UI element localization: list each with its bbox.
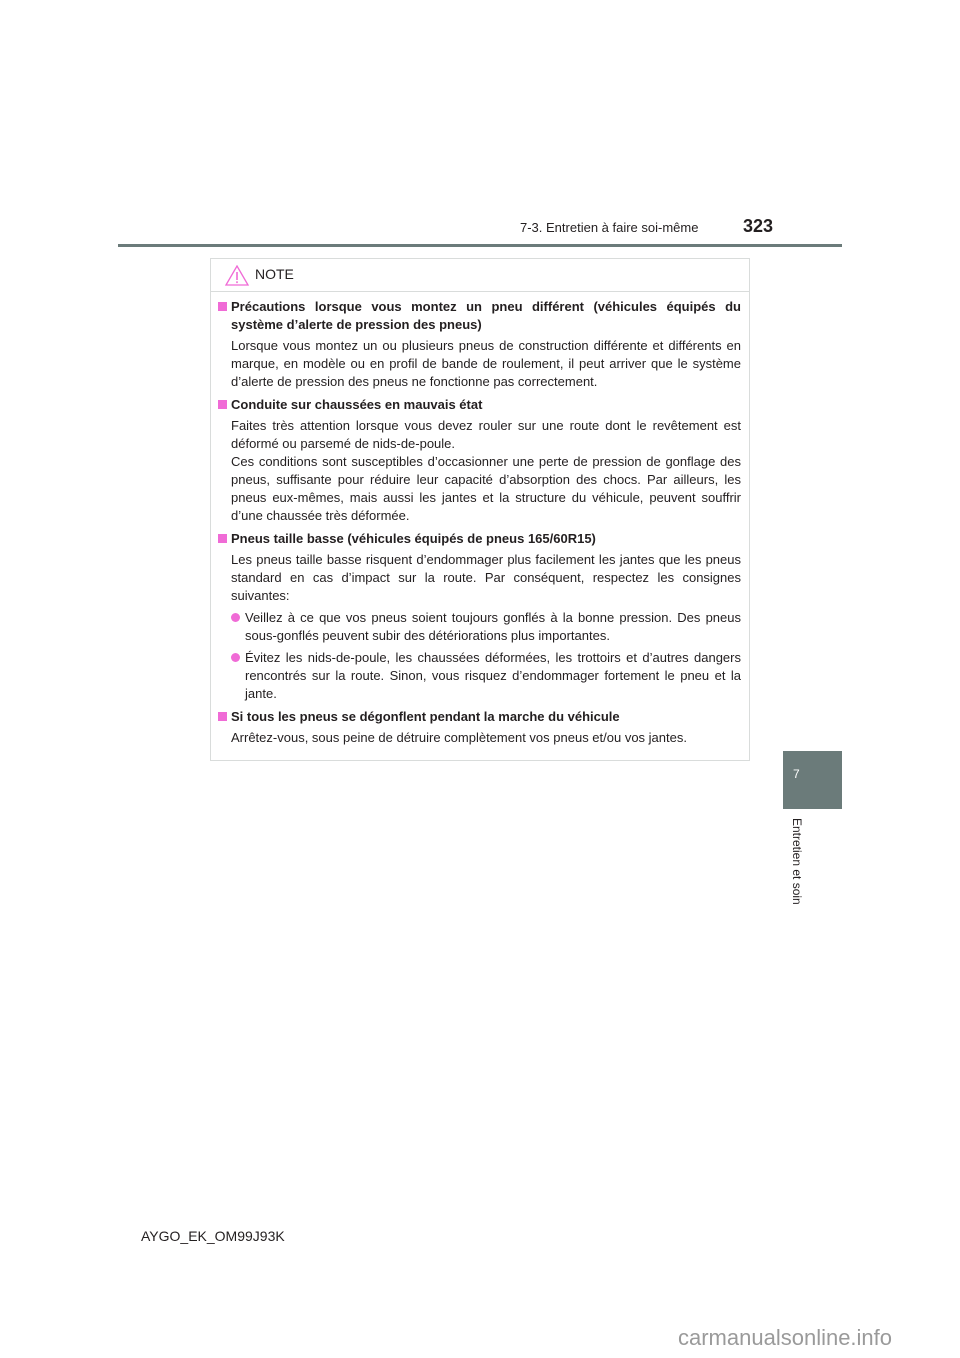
section-paragraph: Arrêtez-vous, sous peine de détruire complètement vos pneus et/ou vos jantes.	[231, 730, 687, 745]
list-item: Évitez les nids-de-poule, les chaussées déformées, les trottoirs et d’autres dangers rencontrés sur la route. Sinon, vous risquez d’endommager fortement le pneu et la jante.	[218, 649, 741, 703]
watermark: carmanualsonline.info	[678, 1325, 893, 1350]
circle-bullet-icon	[231, 613, 240, 622]
section-title: Si tous les pneus se dégonflent pendant la marche du véhicule	[231, 709, 620, 724]
document-code: AYGO_EK_OM99J93K	[141, 1228, 285, 1244]
note-section-bad-roads	[218, 396, 741, 525]
note-section-low-profile	[218, 530, 741, 703]
note-section-deflation	[218, 708, 741, 747]
circle-bullet-icon	[231, 653, 240, 662]
section-paragraph: Les pneus taille basse risquent d’endommager plus facilement les jantes que les pneus standard en cas d’impact sur la route. Par conséquent, respectez les consignes suivantes:	[231, 552, 741, 603]
chapter-label: Entretien et soin	[790, 818, 804, 905]
header-divider	[118, 244, 842, 247]
section-title: Pneus taille basse (véhicules équipés de pneus 165/60R15)	[231, 531, 596, 546]
note-body	[211, 292, 749, 747]
section-paragraph: Lorsque vous montez un ou plusieurs pneus de construction différente et différents en marque, en modèle ou en profil de bande de roulement, il peut arriver que le système d’alerte de pression des pneus ne fonctionne pas correctement.	[231, 338, 741, 389]
page-number: 323	[743, 216, 774, 236]
section-title: Conduite sur chaussées en mauvais état	[231, 397, 483, 412]
section-header: 7-3. Entretien à faire soi-même	[520, 220, 699, 235]
section-paragraph: Ces conditions sont susceptibles d’occasionner une perte de pression de gonflage des pneus, suffisante pour réduire leur capacité d’absorption des chocs. Par ailleurs, les pneus eux-mêmes, mais aussi les jantes et la structure du véhicule, peuvent souffrir d’une chaussée très déformée.	[231, 454, 741, 523]
square-bullet-icon	[218, 400, 227, 409]
note-title: NOTE	[255, 266, 294, 282]
square-bullet-icon	[218, 712, 227, 721]
square-bullet-icon	[218, 534, 227, 543]
list-item: Veillez à ce que vos pneus soient toujours gonflés à la bonne pression. Des pneus sous-gonflés peuvent subir des détériorations plus importantes.	[218, 609, 741, 645]
note-section-tire-precautions	[218, 298, 741, 391]
warning-triangle-icon	[225, 265, 249, 286]
section-title: Précautions lorsque vous montez un pneu différent (véhicules équipés du système d’alerte de pression des pneus)	[231, 299, 741, 332]
chapter-tab	[783, 751, 842, 809]
square-bullet-icon	[218, 302, 227, 311]
section-paragraph: Faites très attention lorsque vous devez rouler sur une route dont le revêtement est déformé ou parsemé de nids-de-poule.	[231, 418, 741, 451]
note-header	[211, 259, 749, 292]
chapter-number: 7	[793, 767, 800, 781]
note-box	[210, 258, 750, 761]
